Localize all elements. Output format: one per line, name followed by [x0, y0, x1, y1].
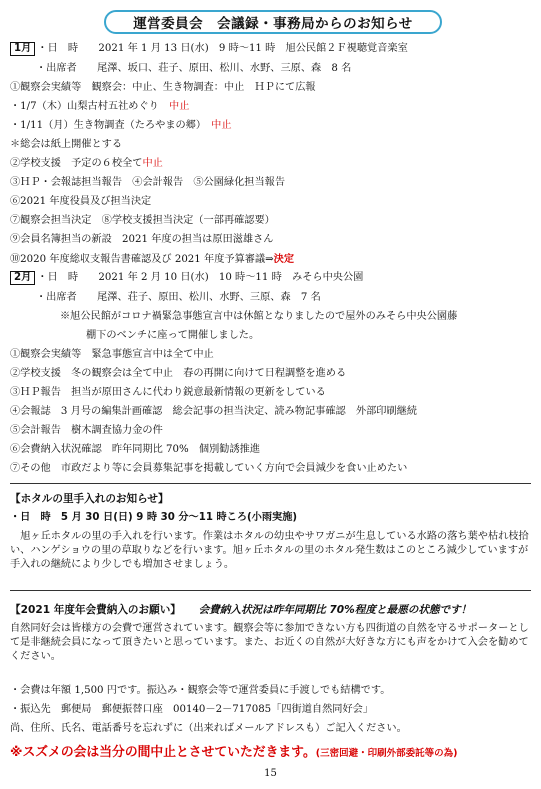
jan-item-1b [10, 119, 232, 133]
feb-date-line [10, 271, 363, 285]
hotaru-body: 旭ヶ丘ホタルの里の手入れを行います。作業はホタルの幼虫やサワガニが生息している水路の落ち葉や枯れ枝拾い、ハンゲショウの里の草取りなどを行います。旭ヶ丘ホタルの里のホタル発生数はこのところ減少していますが手入れの継続により少しでも増加させましょう。 [10, 531, 529, 571]
jan-attendees: ・出席者 尾澤、坂口、荘子、原田、松川、水野、三原、森 8 名 [36, 63, 352, 74]
feb-item-6: ⑥会費納入状況確認 昨年同期比 70% 個別勧誘推進 [10, 444, 261, 455]
dues-transfer-note: 尚、住所、氏名、電話番号を忘れずに（出来ればメールアドレスも）ご記入ください。 [10, 723, 407, 734]
page-title: 運営委員会 会議録・事務局からのお知らせ [104, 10, 442, 34]
month-tag-feb: 2月 [10, 271, 35, 285]
page-number: 15 [264, 768, 277, 779]
jan-date-text: ・日 時 2021 年 1 月 13 日(水) 9 時～11 時 旭公民館２Ｆ視聴覚音楽室 [37, 43, 408, 54]
suzume-notice-reason: (三密回避・印刷外部委託等の為) [315, 748, 458, 759]
dues-title: 【2021 年度年会費納入のお願い】 [10, 604, 181, 616]
hotaru-date-line: ・日 時 5 月 30 日(日) 9 時 30 分～11 時ころ(小雨実施) [10, 512, 298, 523]
feb-note-line-2: 棚下のベンチに座って開催しました。 [86, 330, 260, 341]
dues-transfer: ・振込先 郵便局 郵便振替口座 00140－2－717085「四街道自然同好会」 [10, 704, 374, 715]
jan-item-1b-text: ・1/11（月）生き物調査（たろやまの郷） [10, 120, 212, 131]
cancel-label: 中止 [169, 101, 190, 112]
jan-item-1: ①観察会実績等 観察会：中止、生き物調査：中止 ＨＰにて広報 [10, 82, 316, 93]
feb-date-text: ・日 時 2021 年 2 月 10 日(水) 10 時～11 時 みそら中央公園 [37, 272, 364, 283]
dues-status-note: 会費納入状況は昨年同期比 70%程度と最悪の状態です！ [198, 604, 472, 616]
divider [10, 483, 531, 484]
jan-item-1a-text: ・1/7（木）山梨古村五社めぐり [10, 101, 170, 112]
jan-item-1c: ＊総会は紙上開催とする [10, 139, 123, 150]
jan-item-10-text: ⑩2020 年度総収支報告書確認及び 2021 年度予算審議⇒ [10, 254, 274, 265]
jan-item-6: ⑥2021 年度役員及び担当決定 [10, 196, 152, 207]
dues-body: 自然同好会は皆様方の会費で運営されています。観察会等に参加できない方も四街道の自然を守るサポーターとして是非継続会員になって頂きたいと思っています。また、お近くの自然が大好きな方にも声をかけて入会を勧めてください。 [10, 623, 529, 663]
cancel-label: 中止 [211, 120, 232, 131]
feb-item-2: ②学校支援 冬の観察会は全て中止 春の再開に向けて日程調整を進める [10, 368, 347, 379]
suzume-notice [10, 741, 535, 760]
jan-item-10 [10, 252, 294, 267]
dues-fee: ・会費は年額 1,500 円です。振込み・観察会等で運営委員に手渡しでも結構です。 [10, 685, 391, 696]
divider [10, 590, 531, 591]
feb-item-3: ③ＨＰ報告 担当が原田さんに代わり鋭意最新情報の更新をしている [10, 387, 326, 398]
feb-item-5: ⑤会計報告 樹木調査協力金の件 [10, 425, 163, 436]
dues-title-row [10, 603, 471, 617]
jan-item-7: ⑦観察会担当決定 ⑧学校支援担当決定（一部再確認要） [10, 215, 275, 226]
feb-item-1: ①観察会実績等 緊急事態宣言中は全て中止 [10, 349, 214, 360]
feb-note-line-1: ※旭公民館がコロナ禍緊急事態宣言中は休館となりましたので屋外のみそら中央公園藤 [60, 311, 458, 322]
decided-label: 決定 [273, 253, 295, 265]
jan-item-9: ⑨会員名簿担当の新設 2021 年度の担当は原田滋雄さん [10, 234, 274, 245]
feb-attendees: ・出席者 尾澤、荘子、原田、松川、水野、三原、森 7 名 [36, 292, 321, 303]
feb-item-7: ⑦その他 市政だより等に会員募集記事を掲載していく方向で会員減少を食い止めたい [10, 463, 408, 474]
jan-item-1a [10, 100, 189, 114]
jan-item-2 [10, 157, 163, 171]
jan-item-2-text: ②学校支援 予定の６校全て [10, 158, 143, 169]
jan-item-3: ③ＨＰ・会報誌担当報告 ④会計報告 ⑤公園緑化担当報告 [10, 177, 286, 188]
cancel-label: 中止 [142, 158, 163, 169]
month-tag-jan: 1月 [10, 42, 35, 56]
jan-date-line [10, 42, 408, 56]
feb-item-4: ④会報誌 3 月号の編集計画確認 総会記事の担当決定、読み物記事確認 外部印刷継続 [10, 406, 418, 417]
suzume-notice-main: ※スズメの会は当分の間中止とさせていただきます。 [10, 745, 316, 760]
hotaru-title: 【ホタルの里手入れのお知らせ】 [10, 493, 169, 505]
